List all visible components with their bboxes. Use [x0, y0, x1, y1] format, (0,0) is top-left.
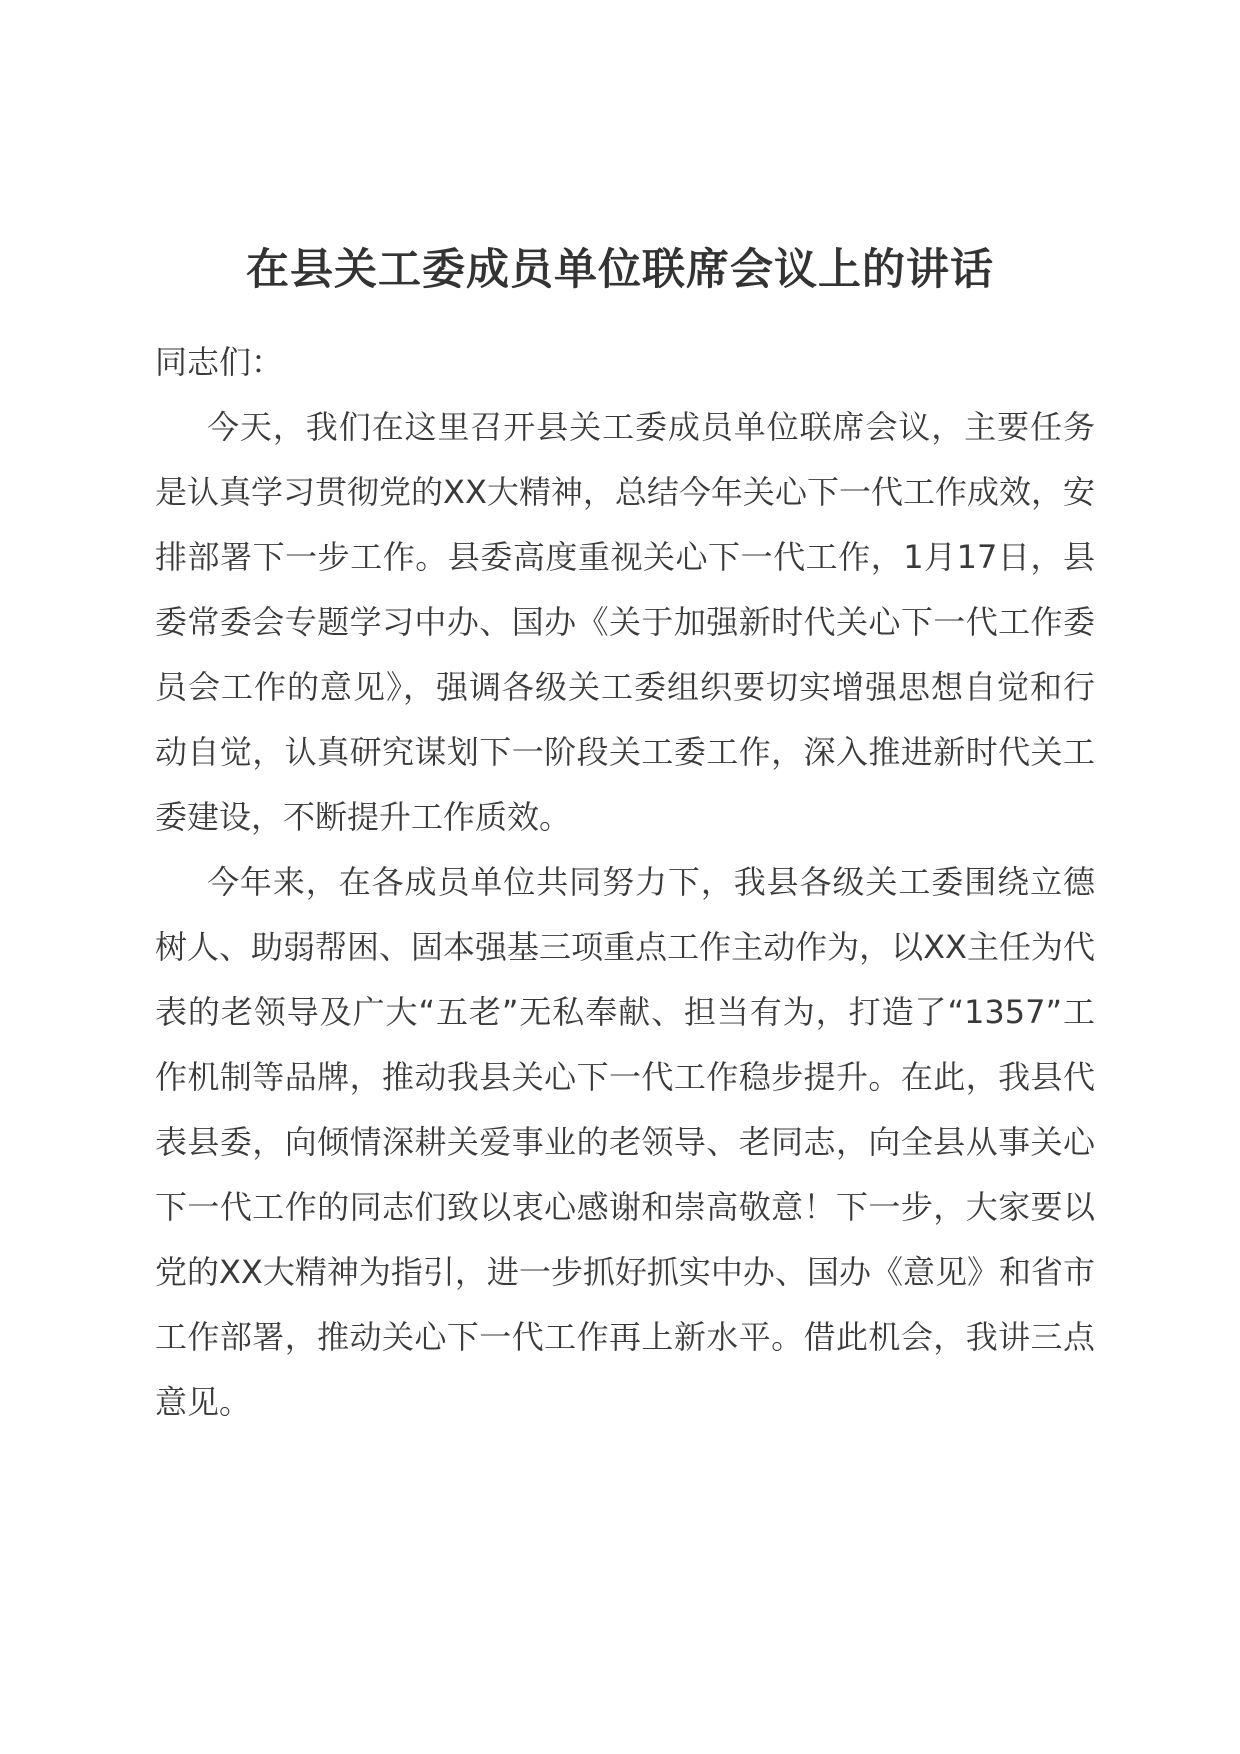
salutation: 同志们： [155, 343, 284, 381]
document-title: 在县关工委成员单位联席会议上的讲话 [246, 245, 994, 295]
document-body [155, 330, 1095, 1435]
paragraph-2: 今年来，在各成员单位共同努力下，我县各级关工委围绕立德树人、助弱帮困、固本强基三项重点工作主动作为，以XX主任为代表的老领导及广大“五老”无私奉献、担当有为，打造了“1357”工作机制等品牌，推动我县关心下一代工作稳步提升。在此，我县代表县委，向倾情深耕关爱事业的老领导、老同志，向全县从事关心下一代工作的同志们致以衷心感谢和崇高敬意！下一步，大家要以党的XX大精神为指引，进一步抓好抓实中办、国办《意见》和省市工作部署，推动关心下一代工作再上新水平。借此机会，我讲三点意见。 [155, 863, 1095, 1421]
paragraph-1: 今天，我们在这里召开县关工委成员单位联席会议，主要任务是认真学习贯彻党的XX大精神，总结今年关心下一代工作成效，安排部署下一步工作。县委高度重视关心下一代工作，1月17日，县委常委会专题学习中办、国办《关于加强新时代关心下一代工作委员会工作的意见》，强调各级关工委组织要切实增强思想自觉和行动自觉，认真研究谋划下一阶段关工委工作，深入推进新时代关工委建设，不断提升工作质效。 [155, 408, 1095, 836]
